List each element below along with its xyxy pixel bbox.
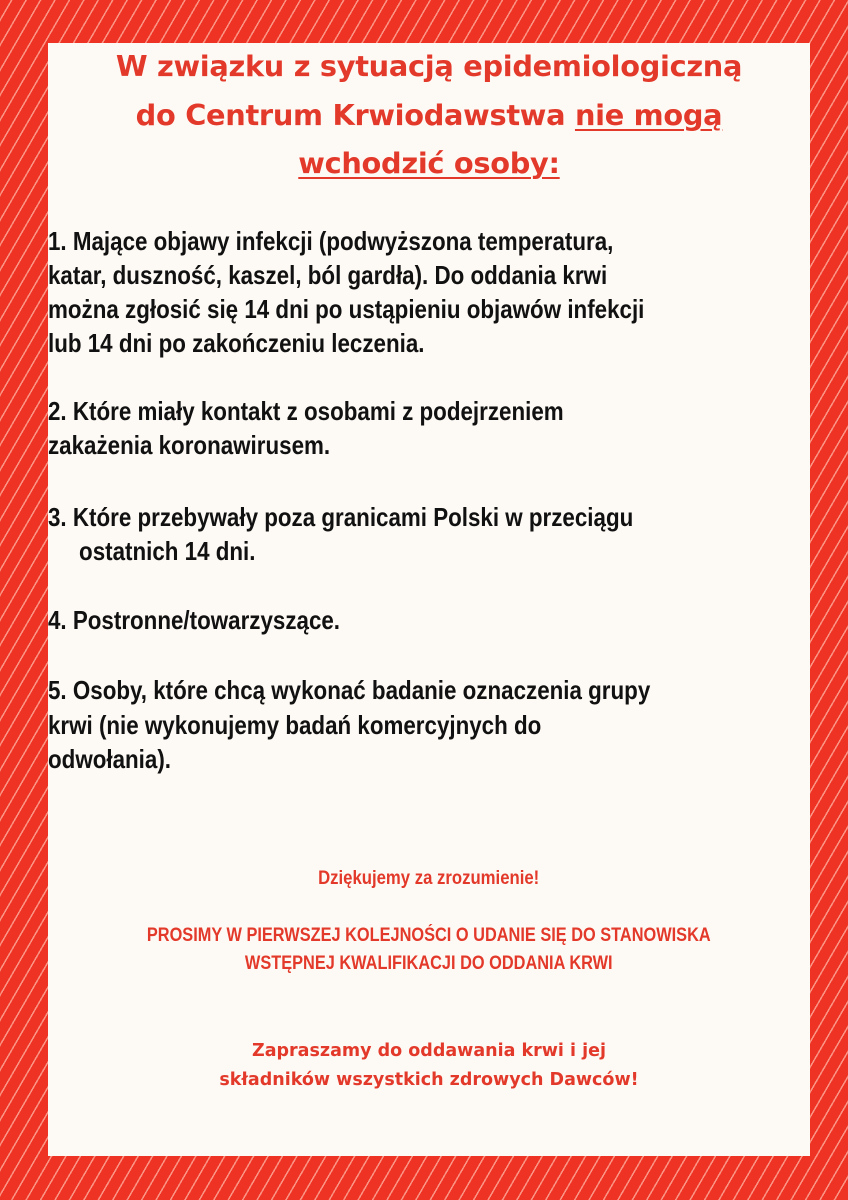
list-item-line: 2. Które miały kontakt z osobami z podejrzeniem xyxy=(48,396,564,426)
thanks-message xyxy=(48,868,810,890)
title-line-1: W związku z sytuacją epidemiologiczną xyxy=(115,49,743,83)
title-emphasis-enter: wchodzić osoby: xyxy=(298,146,560,180)
list-item-line: 3. Które przebywały poza granicami Polski w przeciągu xyxy=(48,502,634,532)
list-item-line: odwołania). xyxy=(48,744,171,774)
request-text-1: PROSIMY W PIERWSZEJ KOLEJNOŚCI O UDANIE SIĘ DO STANOWISKA xyxy=(147,925,711,946)
request-text-2: WSTĘPNEJ KWALIFIKACJI DO ODDANIA KRWI xyxy=(245,953,613,974)
invite-line-2: składników wszystkich zdrowych Dawców! xyxy=(219,1070,639,1090)
request-line-2 xyxy=(48,953,810,975)
title-emphasis-cannot: nie mogą xyxy=(574,98,723,132)
request-line-1 xyxy=(48,925,810,947)
list-item-line: 1. Mające objawy infekcji (podwyższona temperatura, xyxy=(48,226,614,256)
list-item-line: krwi (nie wykonujemy badań komercyjnych do xyxy=(48,710,542,740)
list-item-line: ostatnich 14 dni. xyxy=(48,536,256,566)
title-line-3 xyxy=(48,146,810,180)
thanks-text: Dziękujemy za zrozumienie! xyxy=(318,868,540,889)
title-line-2-plain: do Centrum Krwiodawstwa xyxy=(135,98,575,132)
list-item-line: 4. Postronne/towarzyszące. xyxy=(48,605,341,635)
list-item-line: lub 14 dni po zakończeniu leczenia. xyxy=(48,328,425,358)
list-item-line: katar, duszność, kaszel, ból gardła). Do oddania krwi xyxy=(48,260,608,290)
title-line-2 xyxy=(48,98,810,132)
list-item-line: 5. Osoby, które chcą wykonać badanie oznaczenia grupy xyxy=(48,675,651,705)
notice-panel xyxy=(48,43,810,1156)
list-item-line: zakażenia koronawirusem. xyxy=(48,430,331,460)
invite-line-1: Zapraszamy do oddawania krwi i jej xyxy=(252,1041,606,1061)
list-item-line: można zgłosić się 14 dni po ustąpieniu objawów infekcji xyxy=(48,294,645,324)
